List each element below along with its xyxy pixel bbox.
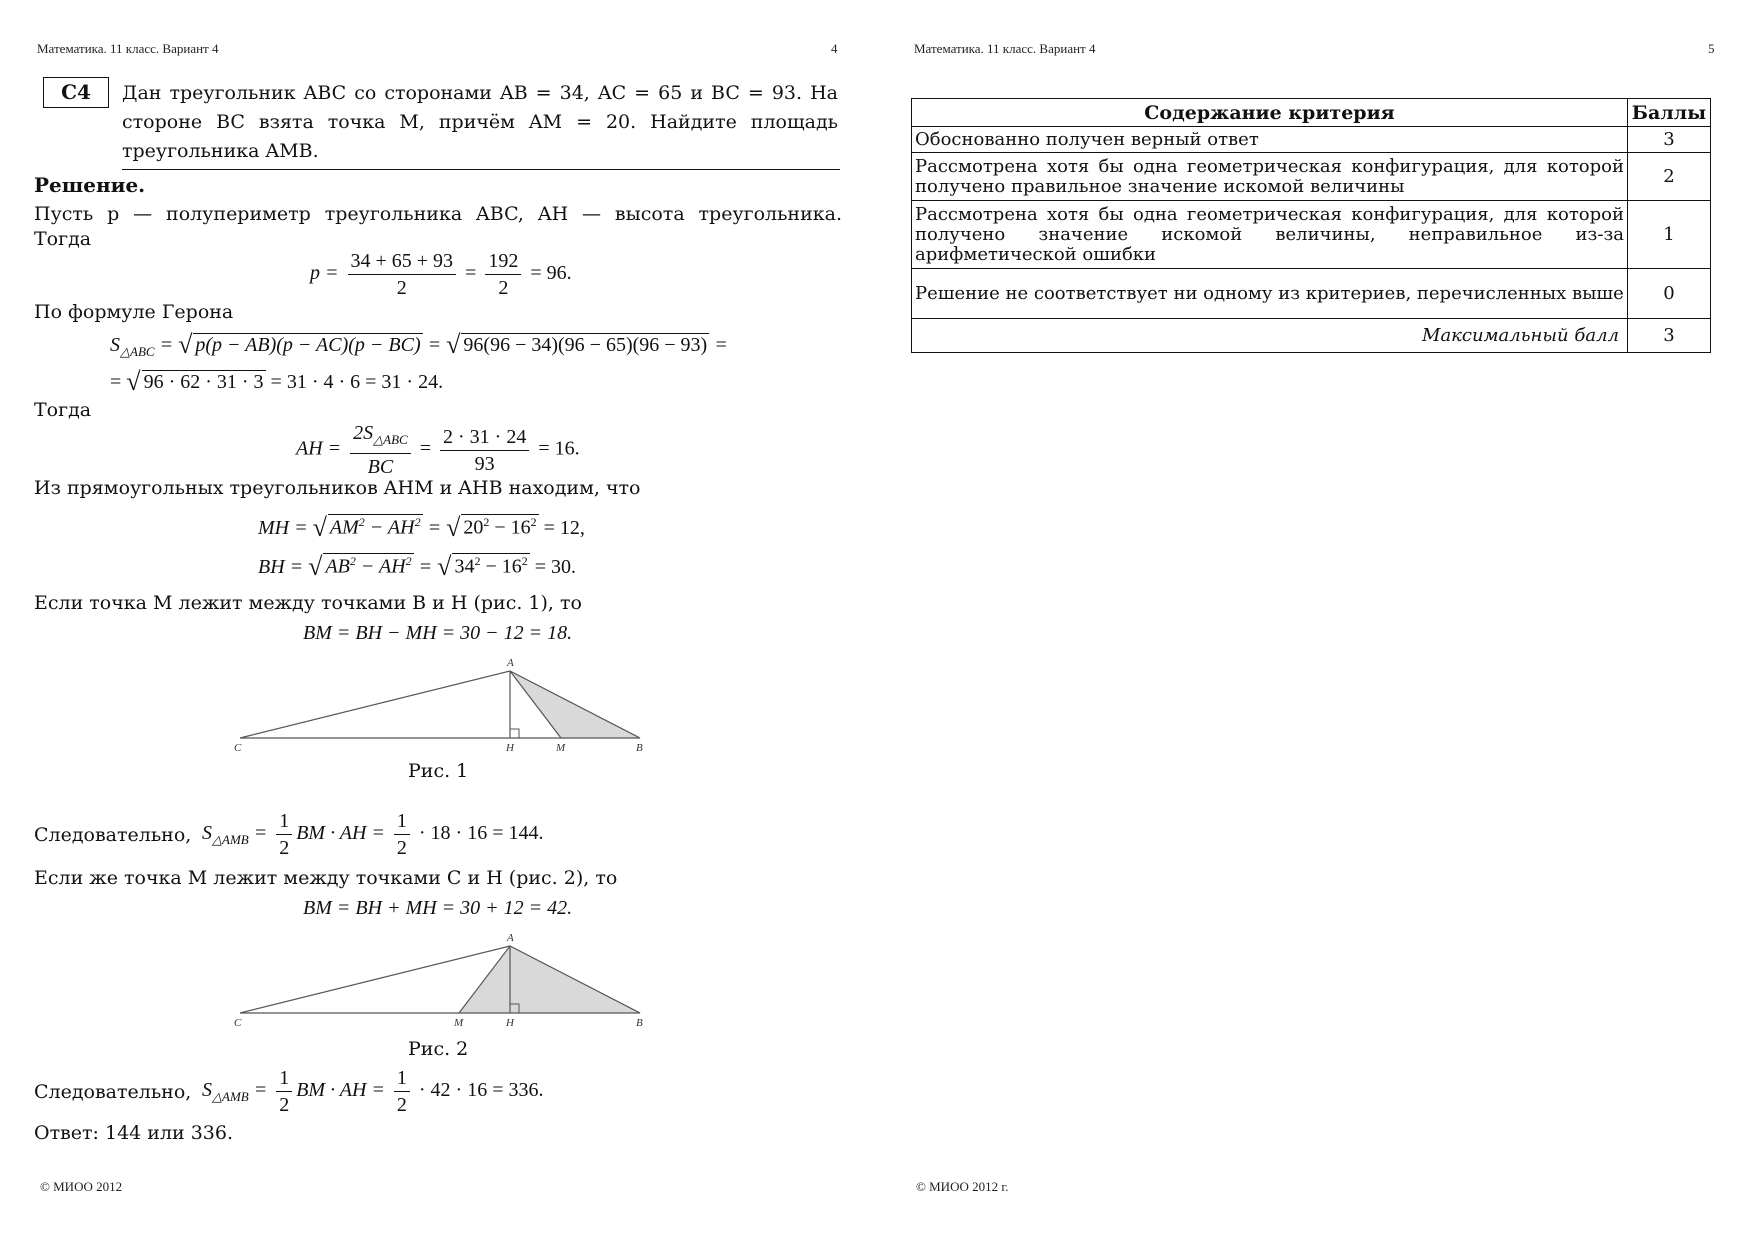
fig1-label-m: M bbox=[556, 742, 566, 754]
table-row bbox=[912, 153, 1711, 201]
altitude-formula: AH = $\frac{2S_{\triangle ABC}}{BC}$ = $\frac{2 \cdot 31 \cdot 24}{93}$ = 16. bbox=[296, 422, 580, 478]
heron-label: По формуле Герона bbox=[34, 301, 234, 323]
case2-area-prefix: Следовательно, bbox=[34, 1081, 192, 1103]
figure-1-caption: Рис. 1 bbox=[408, 760, 469, 782]
table-row-max bbox=[912, 319, 1711, 353]
case1-area-formula: $S_{\triangle AMB}$ = $\frac{1}{2}$ BM · AH = $\frac{1}{2}$ · 18 · 16 = 144. bbox=[202, 810, 544, 859]
solution-heading: Решение. bbox=[34, 173, 146, 197]
right-header-title: Математика. 11 класс. Вариант 4 bbox=[914, 41, 1096, 56]
criteria-table-header bbox=[912, 99, 1711, 127]
table-row bbox=[912, 127, 1711, 153]
right-triangles-text: Из прямоугольных треугольников AHM и AHB находим, что bbox=[34, 477, 641, 499]
case1-area-result: · 18 · 16 = 144. bbox=[418, 822, 544, 845]
case2-area-result: · 42 · 16 = 336. bbox=[418, 1079, 544, 1102]
ah-result: = 16. bbox=[538, 437, 580, 460]
figure-1 bbox=[230, 655, 650, 755]
p-numerator-2: 192 bbox=[485, 248, 521, 275]
fig1-label-a: A bbox=[507, 657, 514, 669]
col-criteria-header: Содержание критерия bbox=[912, 99, 1628, 127]
ah-numerator: 2 · 31 · 24 bbox=[440, 424, 529, 451]
max-score-points: 3 bbox=[1628, 319, 1711, 353]
figure-2-caption: Рис. 2 bbox=[408, 1038, 469, 1060]
p-denominator: 2 bbox=[396, 277, 407, 299]
then-label: Тогда bbox=[34, 399, 92, 421]
left-header-title: Математика. 11 класс. Вариант 4 bbox=[37, 41, 219, 56]
p-numerator: 34 + 65 + 93 bbox=[348, 248, 457, 275]
p-lhs: p = bbox=[310, 262, 339, 285]
table-row bbox=[912, 269, 1711, 319]
fig1-label-b: B bbox=[636, 742, 643, 754]
fig2-label-c: C bbox=[234, 1017, 242, 1029]
semiperimeter-formula: p = $\frac{34 + 65 + 93}{2}$ = $\frac{192}{2}$ = 96. bbox=[310, 250, 572, 299]
fig1-right-angle-mark bbox=[510, 729, 519, 738]
criteria-table bbox=[911, 98, 1711, 353]
p-result: = 96. bbox=[530, 262, 572, 285]
fig2-label-a: A bbox=[507, 932, 514, 944]
case2-text: Если же точка M лежит между точками C и H (рис. 2), то bbox=[34, 867, 618, 889]
solution-intro-line1: Пусть p — полупериметр треугольника ABC, AH — высота треугольника. bbox=[34, 203, 842, 225]
heron-expansion: 96(96 − 34)(96 − 65)(96 − 93) bbox=[463, 334, 708, 356]
heron-sqrt-product: 96 · 62 · 31 · 3 bbox=[143, 371, 264, 393]
fig2-shaded-triangle-amb bbox=[459, 946, 640, 1013]
criterion-text: Обоснованно получен верный ответ bbox=[912, 127, 1628, 153]
max-score-label: Максимальный балл bbox=[912, 319, 1628, 353]
fig2-label-b: B bbox=[636, 1017, 643, 1029]
criterion-text: Рассмотрена хотя бы одна геометрическая конфигурация, для которой получено правильное значение искомой величины bbox=[912, 153, 1628, 201]
mh-formula: MH = √ $AM^2 - AH^2$ = √ $20^2 - 16^2 = 12$, bbox=[258, 513, 585, 542]
fig2-label-m: M bbox=[454, 1017, 464, 1029]
p-denominator-2: 2 bbox=[498, 277, 509, 299]
fig1-label-c: C bbox=[234, 742, 242, 754]
criterion-points: 3 bbox=[1628, 127, 1711, 153]
fig2-label-h: H bbox=[506, 1017, 514, 1029]
heron-formula-line2: = √ 96 · 62 · 31 · 3 = 31 · 4 · 6 = 31 · 24. bbox=[110, 367, 444, 396]
right-footer: © МИОО 2012 г. bbox=[916, 1179, 1009, 1194]
left-page-number: 4 bbox=[831, 41, 838, 56]
ah-denominator: 93 bbox=[474, 452, 495, 475]
problem-statement-line3: треугольника AMB. bbox=[122, 140, 319, 162]
problem-statement-line1: Дан треугольник ABC со сторонами AB = 34, AC = 65 и BC = 93. На bbox=[122, 82, 838, 104]
left-footer: © МИОО 2012 bbox=[40, 1179, 123, 1194]
solution-intro-line2: Тогда bbox=[34, 228, 92, 250]
problem-id-box: C4 bbox=[43, 77, 109, 108]
criterion-text: Рассмотрена хотя бы одна геометрическая конфигурация, для которой получено значение искомой величины, неправильное из-за арифметической ошибки bbox=[912, 201, 1628, 269]
case1-formula: BM = BH − MH = 30 − 12 = 18. bbox=[303, 622, 573, 644]
heron-result: = 31 · 4 · 6 = 31 · 24. bbox=[270, 371, 444, 393]
figure-2 bbox=[230, 930, 650, 1030]
right-page-number: 5 bbox=[1708, 41, 1715, 56]
criterion-text: Решение не соответствует ни одному из критериев, перечисленных выше bbox=[912, 269, 1628, 319]
table-row bbox=[912, 201, 1711, 269]
mh-result: = 12, bbox=[543, 517, 585, 539]
col-points-header: Баллы bbox=[1628, 99, 1711, 127]
answer: Ответ: 144 или 336. bbox=[34, 1122, 234, 1144]
heron-formula-line1: $S_{\triangle ABC}$ = √ p(p − AB)(p − AC)(p − BC) = √ 96(96 − 34)(96 − 65)(96 − 93) = bbox=[110, 330, 728, 359]
problem-statement-line2: стороне BC взята точка M, причём AM = 20. Найдите площадь bbox=[122, 111, 838, 133]
criterion-points: 1 bbox=[1628, 201, 1711, 269]
case1-text: Если точка M лежит между точками B и H (рис. 1), то bbox=[34, 592, 582, 614]
case2-formula: BM = BH + MH = 30 + 12 = 42. bbox=[303, 897, 573, 919]
bh-formula: BH = √ $AB^2 - AH^2$ = √ $34^2 - 16^2 = 30$. bbox=[258, 552, 577, 581]
case1-area-prefix: Следовательно, bbox=[34, 824, 192, 846]
bh-result: = 30. bbox=[534, 556, 577, 578]
criterion-points: 0 bbox=[1628, 269, 1711, 319]
problem-divider bbox=[122, 169, 840, 170]
case2-area-formula: $S_{\triangle AMB}$ = $\frac{1}{2}$ BM · AH = $\frac{1}{2}$ · 42 · 16 = 336. bbox=[202, 1067, 544, 1116]
fig1-label-h: H bbox=[506, 742, 514, 754]
criterion-points: 2 bbox=[1628, 153, 1711, 201]
